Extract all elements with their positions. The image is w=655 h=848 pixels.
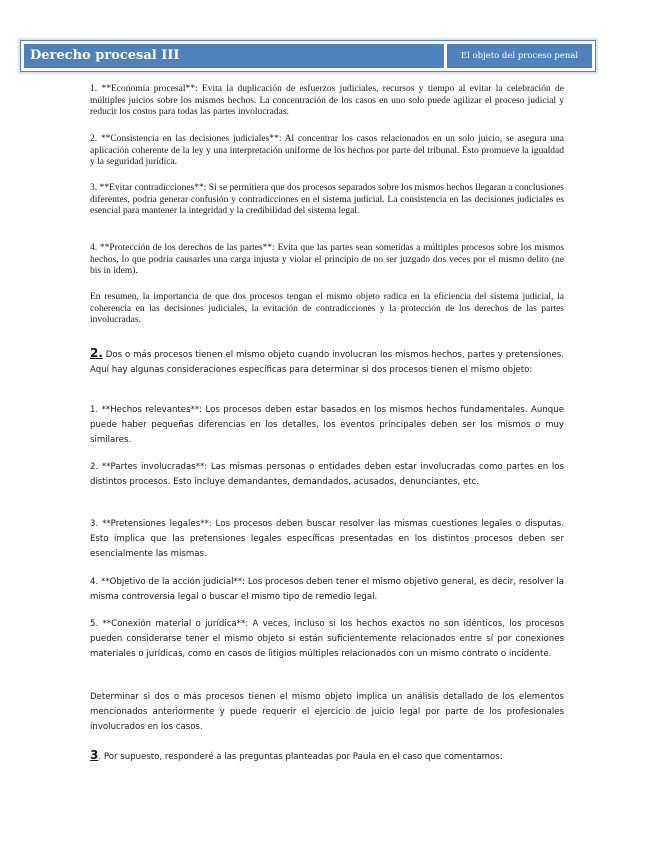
- paragraph-evitar-contradicciones: 3. **Evitar contradicciones**: Si se permitiera que dos procesos separados sobre los mismos hechos llegaran a conclusiones diferentes, podría generar confusión y contradicciones en el sistema judicial. La consistencia en las decisiones judiciales es esencial para mantener la integridad y la credibilidad del sistema legal.: [90, 183, 564, 216]
- header-subtitle: El objeto del proceso penal: [447, 44, 592, 68]
- item-pretensiones-legales: 3. **Pretensiones legales**: Los procesos deben buscar resolver las mismas cuestiones legales o disputas. Esto implica que las pretensiones legales específicas presentadas en los distintos procesos deben ser esencialmente las mismas.: [90, 519, 564, 559]
- paragraph-economia-procesal: 1. **Economía procesal**: Evita la duplicación de esfuerzos judiciales, recursos y tiempo al evitar la celebración de múltiples juicios sobre los mismos hechos. La concentración de los casos en uno solo puede agilizar el proceso judicial y reducir los costos para todas las partes involucradas.: [90, 84, 564, 117]
- section-3-intro: [90, 748, 564, 765]
- section-3-number: 3: [90, 748, 99, 762]
- paragraph-proteccion-derechos: 4. **Protección de los derechos de las partes**: Evita que las partes sean sometidas a múltiples procesos sobre los mismos hechos, lo que podría causarles una carga injusta y violar el principio de no ser juzgado dos veces por el mismo delito (ne bis in idem).: [90, 243, 564, 276]
- item-partes-involucradas: 2. **Partes involucradas**: Las mismas personas o entidades deben estar involucradas como partes en los distintos procesos. Esto incluye demandantes, demandados, acusados, denunciantes, etc.: [90, 462, 564, 487]
- item-conexion-material: 5. **Conexión material o jurídica**: A veces, incluso si los hechos exactos no son idénticos, los procesos pueden considerarse tener el mismo objeto si están suficientemente relacionados entre sí por conexiones materiales o jurídicas, como en casos de litigios múltiples relacionados con un mismo contrato o incidente.: [90, 619, 564, 659]
- paragraph-resumen: En resumen, la importancia de que dos procesos tengan el mismo objeto radica en la eficiencia del sistema judicial, la coherencia en las decisiones judiciales, la evitación de contradicciones y la protección de los derechos de las partes involucradas.: [90, 292, 564, 325]
- item-objetivo-accion: 4. **Objetivo de la acción judicial**: Los procesos deben tener el mismo objetivo general, es decir, resolver la misma controversia legal o buscar el mismo tipo de remedio legal.: [90, 577, 564, 602]
- section-3-intro-text: . Por supuesto, responderé a las preguntas planteadas por Paula en el caso que comentamos:: [98, 752, 503, 762]
- item-hechos-relevantes: 1. **Hechos relevantes**: Los procesos deben estar basados en los mismos hechos fundamentales. Aunque puede haber pequeñas diferencias en los detalles, los eventos principales deben ser los mismos o muy similares.: [90, 405, 564, 445]
- header-title: Derecho procesal III: [24, 44, 444, 68]
- section-2-intro-text: Dos o más procesos tienen el mismo objeto cuando involucran los mismos hechos, partes y pretensiones. Aquí hay algunas consideraciones específicas para determinar si dos procesos tienen el mismo objeto:: [90, 350, 564, 375]
- section-2-intro: [90, 346, 564, 378]
- section-2-number: 2.: [90, 346, 103, 360]
- paragraph-determinar: Determinar si dos o más procesos tienen el mismo objeto implica un análisis detallado de los elementos mencionados anteriormente y puede requerir el ejercicio de juicio legal por parte de los profesionales involucrados en los casos.: [90, 692, 564, 732]
- paragraph-consistencia: 2. **Consistencia en las decisiones judiciales**: Al concentrar los casos relacionados en un solo juicio, se asegura una aplicación coherente de la ley y una interpretación uniforme de los hechos por parte del tribunal. Esto promueve la igualdad y la seguridad jurídica.: [90, 134, 564, 167]
- page-header: [20, 40, 596, 72]
